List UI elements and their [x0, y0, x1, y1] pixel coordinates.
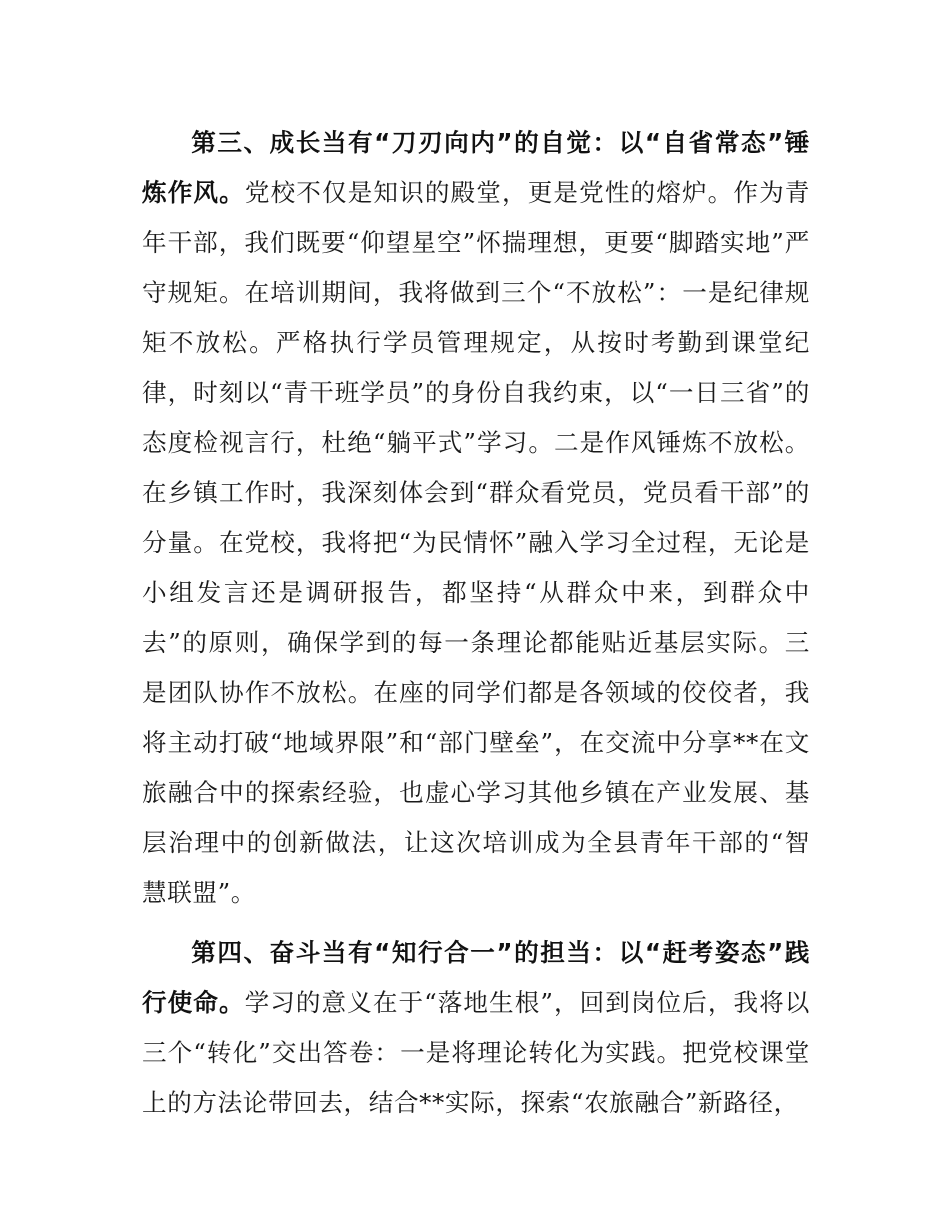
document-page [142, 118, 810, 1128]
paragraph-fourth-body: 学习的意义在于“落地生根”，回到岗位后，我将以三个“转化”交出答卷：一是将理论转化为实践。把党校课堂上的方法论带回去，结合**实际，探索“农旅融合”新路径， [142, 988, 810, 1117]
paragraph-fourth-heading: 第四、奋斗当有“知行合一”的担当：以“赶考姿态”践行使命。 [142, 938, 810, 1017]
paragraph-third-body: 党校不仅是知识的殿堂，更是党性的熔炉。作为青年干部，我们既要“仰望星空”怀揣理想，更要“脚踏实地”严守规矩。在培训期间，我将做到三个“不放松”：一是纪律规矩不放松。严格执行学员管理规定，从按时考勤到课堂纪律，时刻以“青干班学员”的身份自我约束，以“一日三省”的态度检视言行，杜绝“躺平式”学习。二是作风锤炼不放松。在乡镇工作时，我深刻体会到“群众看党员，党员看干部”的分量。在党校，我将把“为民情怀”融入学习全过程，无论是小组发言还是调研报告，都坚持“从群众中来，到群众中去”的原则，确保学到的每一条理论都能贴近基层实际。三是团队协作不放松。在座的同学们都是各领域的佼佼者，我将主动打破“地域界限”和“部门壁垒”，在交流中分享**在文旅融合中的探索经验，也虚心学习其他乡镇在产业发展、基层治理中的创新做法，让这次培训成为全县青年干部的“智慧联盟”。 [142, 178, 811, 907]
paragraph-third [142, 118, 810, 918]
paragraph-fourth [142, 928, 810, 1128]
paragraph-third-heading: 第三、成长当有“刀刃向内”的自觉：以“自省常态”锤炼作风。 [142, 128, 810, 207]
